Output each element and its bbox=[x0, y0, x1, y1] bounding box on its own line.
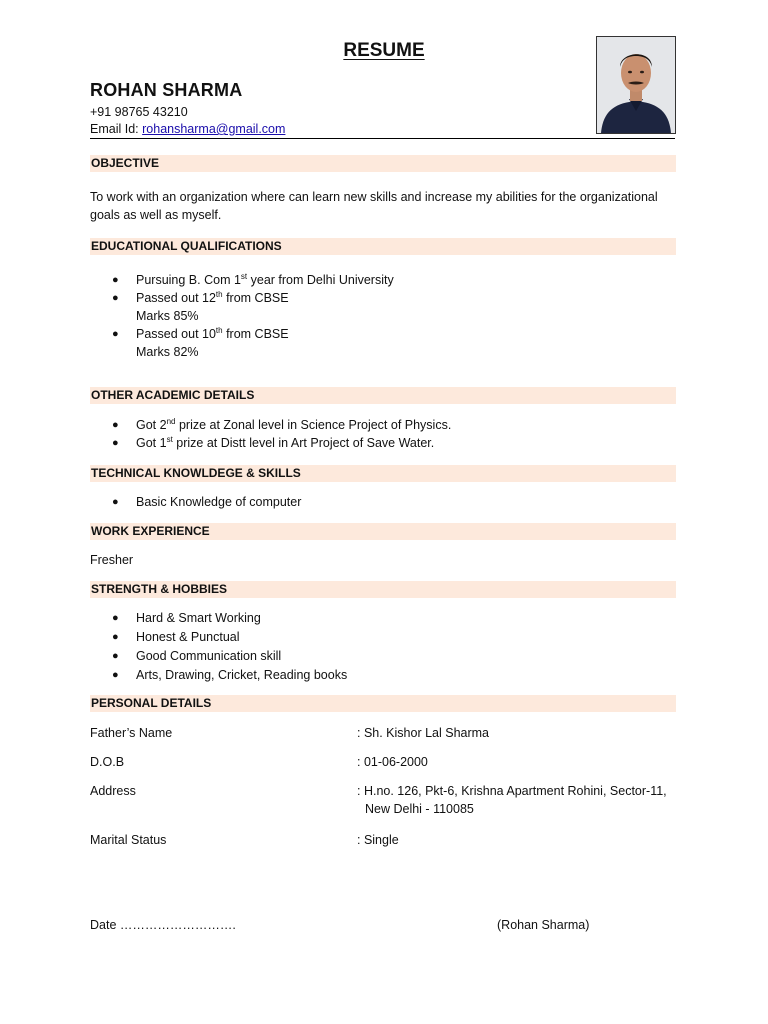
bullet-icon: ● bbox=[112, 631, 119, 643]
section-heading-skills: TECHNICAL KNOWLDEGE & SKILLS bbox=[90, 465, 676, 482]
section-heading-academic: OTHER ACADEMIC DETAILS bbox=[90, 387, 676, 404]
education-list bbox=[112, 271, 672, 361]
email-label: Email Id: bbox=[90, 122, 139, 136]
address-line-1: : H.no. 126, Pkt-6, Krishna Apartment Rohini, Sector-11, bbox=[357, 784, 667, 798]
skills-list bbox=[112, 493, 672, 511]
dob-value: : 01-06-2000 bbox=[357, 755, 428, 769]
list-item: ● Honest & Punctual bbox=[112, 630, 240, 644]
list-item: ● Pursuing B. Com 1st year from Delhi University bbox=[112, 271, 394, 287]
experience-text: Fresher bbox=[90, 553, 134, 567]
section-heading-personal: PERSONAL DETAILS bbox=[90, 695, 676, 712]
bullet-icon: ● bbox=[112, 419, 119, 431]
fathers-name-label: Father’s Name bbox=[90, 726, 173, 740]
address-label: Address bbox=[90, 784, 136, 798]
address-line-2: New Delhi - 110085 bbox=[365, 802, 474, 816]
bullet-icon: ● bbox=[112, 650, 119, 662]
candidate-name: ROHAN SHARMA bbox=[90, 80, 243, 100]
person-photo-icon bbox=[597, 37, 675, 133]
list-item: ● Good Communication skill bbox=[112, 649, 282, 663]
list-item: ● Got 1st prize at Distt level in Art Project of Save Water. bbox=[112, 434, 435, 450]
hobbies-list bbox=[112, 609, 672, 684]
bullet-icon: ● bbox=[112, 328, 119, 340]
bullet-icon: ● bbox=[112, 437, 119, 449]
bullet-icon: ● bbox=[112, 496, 119, 508]
marks-line: Marks 82% bbox=[136, 345, 199, 359]
marital-status-label: Marital Status bbox=[90, 833, 167, 847]
marital-status-value: : Single bbox=[357, 833, 399, 847]
list-item: ● Got 2nd prize at Zonal level in Science Project of Physics. bbox=[112, 416, 452, 432]
marks-line: Marks 85% bbox=[136, 309, 199, 323]
dob-label: D.O.B bbox=[90, 755, 125, 769]
list-item: ● Basic Knowledge of computer bbox=[112, 495, 302, 509]
signature-name: (Rohan Sharma) bbox=[497, 918, 590, 932]
list-item: ● Arts, Drawing, Cricket, Reading books bbox=[112, 668, 348, 682]
bullet-icon: ● bbox=[112, 292, 119, 304]
profile-photo bbox=[596, 36, 676, 134]
list-item: ● Passed out 12th from CBSE Marks 85% bbox=[112, 289, 672, 325]
email-row bbox=[90, 122, 285, 136]
section-heading-objective: OBJECTIVE bbox=[90, 155, 676, 172]
objective-text: To work with an organization where can learn new skills and increase my abilities for the organizational goals as well as myself. bbox=[90, 190, 658, 222]
bullet-icon: ● bbox=[112, 274, 119, 286]
phone-number: +91 98765 43210 bbox=[90, 105, 188, 119]
resume-title: RESUME bbox=[343, 40, 425, 61]
address-value bbox=[357, 782, 677, 818]
email-link[interactable]: rohansharma@gmail.com bbox=[142, 122, 286, 136]
fathers-name-value: : Sh. Kishor Lal Sharma bbox=[357, 726, 490, 740]
section-heading-experience: WORK EXPERIENCE bbox=[90, 523, 676, 540]
header-divider bbox=[90, 138, 675, 139]
date-line: Date ………………………. bbox=[90, 918, 236, 932]
bullet-icon: ● bbox=[112, 669, 119, 681]
section-heading-education: EDUCATIONAL QUALIFICATIONS bbox=[90, 238, 676, 255]
section-heading-hobbies: STRENGTH & HOBBIES bbox=[90, 581, 676, 598]
list-item: ● Passed out 10th from CBSE Marks 82% bbox=[112, 325, 672, 361]
academic-list bbox=[112, 416, 672, 452]
list-item: ● Hard & Smart Working bbox=[112, 611, 261, 625]
bullet-icon: ● bbox=[112, 612, 119, 624]
